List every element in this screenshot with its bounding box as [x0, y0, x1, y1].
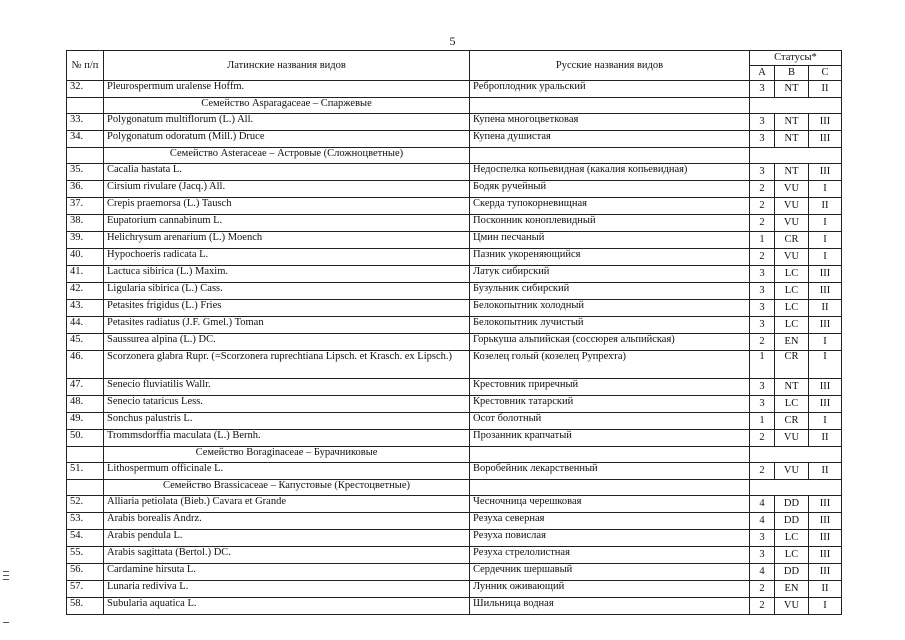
num-cell: 43. [67, 300, 104, 317]
status-c-cell: II [809, 463, 842, 480]
num-cell: 40. [67, 249, 104, 266]
status-b-cell: EN [775, 581, 809, 598]
status-c-cell: I [809, 181, 842, 198]
status-a-header: А [750, 66, 775, 81]
status-b-cell: VU [775, 598, 809, 615]
species-row [67, 300, 842, 317]
russian-name-cell: Сердечник шершавый [470, 564, 750, 581]
status-b-cell: EN [775, 334, 809, 351]
status-c-cell: I [809, 215, 842, 232]
status-b-cell: NT [775, 379, 809, 396]
table-body [67, 81, 842, 615]
russian-name-cell: Шильница водная [470, 598, 750, 615]
status-b-cell: VU [775, 215, 809, 232]
num-cell: 41. [67, 266, 104, 283]
status-a-cell: 3 [750, 379, 775, 396]
species-row [67, 266, 842, 283]
status-a-cell: 3 [750, 164, 775, 181]
russian-name-cell: Резуха повислая [470, 530, 750, 547]
status-a-cell: 3 [750, 81, 775, 98]
status-a-cell: 1 [750, 232, 775, 249]
russian-name-cell: Резуха северная [470, 513, 750, 530]
family-name: Семейство Asparagaceae – Спаржевые [201, 98, 372, 109]
num-cell: 55. [67, 547, 104, 564]
species-row [67, 81, 842, 98]
status-a-cell: 4 [750, 564, 775, 581]
latin-name-cell: Alliaria petiolata (Bieb.) Cavara et Grande [104, 496, 470, 513]
species-row [67, 530, 842, 547]
status-a-cell: 1 [750, 351, 775, 379]
status-a-cell: 2 [750, 463, 775, 480]
species-row [67, 496, 842, 513]
status-c-cell: II [809, 198, 842, 215]
latin-name-cell: Scorzonera glabra Rupr. (=Scorzonera ruprechtiana Lipsch. et Krasch. ex Lipsch.) [104, 351, 470, 379]
latin-name-cell: Sonchus palustris L. [104, 413, 470, 430]
latin-name-cell: Pleurospermum uralense Hoffm. [104, 81, 470, 98]
status-b-cell: VU [775, 430, 809, 447]
family-status-cell [750, 98, 842, 114]
latin-name-cell: Ligularia sibirica (L.) Cass. [104, 283, 470, 300]
latin-name-cell: Hypochoeris radicata L. [104, 249, 470, 266]
num-cell: 37. [67, 198, 104, 215]
page-number: 5 [449, 34, 456, 48]
russian-name-cell: Белокопытник лучистый [470, 317, 750, 334]
status-b-cell: CR [775, 351, 809, 379]
status-b-cell: VU [775, 463, 809, 480]
russian-name-cell: Прозанник крапчатый [470, 430, 750, 447]
status-a-cell: 3 [750, 114, 775, 131]
latin-name-cell: Petasites frigidus (L.) Fries [104, 300, 470, 317]
status-c-cell: I [809, 334, 842, 351]
family-row [67, 148, 842, 164]
num-cell: 36. [67, 181, 104, 198]
family-russian-cell [470, 480, 750, 496]
margin-mark [3, 575, 9, 576]
status-b-cell: LC [775, 300, 809, 317]
russian-name-cell: Посконник коноплевидный [470, 215, 750, 232]
status-c-cell: III [809, 266, 842, 283]
latin-header: Латинские названия видов [104, 51, 470, 81]
status-c-cell: III [809, 547, 842, 564]
status-c-cell: II [809, 81, 842, 98]
status-b-cell: DD [775, 496, 809, 513]
family-name-cell [104, 148, 470, 164]
num-cell: 45. [67, 334, 104, 351]
status-a-cell: 2 [750, 249, 775, 266]
status-a-cell: 3 [750, 547, 775, 564]
species-row [67, 463, 842, 480]
family-name: Семейство Asteraceae – Астровые (Сложноцветные) [169, 148, 404, 159]
russian-name-cell: Чесночница черешковая [470, 496, 750, 513]
family-name-cell [104, 480, 470, 496]
russian-name-cell: Цмин песчаный [470, 232, 750, 249]
status-b-cell: VU [775, 198, 809, 215]
status-c-cell: III [809, 131, 842, 148]
latin-name-cell: Arabis sagittata (Bertol.) DC. [104, 547, 470, 564]
num-cell: 39. [67, 232, 104, 249]
num-cell: 56. [67, 564, 104, 581]
num-cell: 32. [67, 81, 104, 98]
num-cell: 52. [67, 496, 104, 513]
status-a-cell: 1 [750, 413, 775, 430]
status-b-cell: LC [775, 317, 809, 334]
statuses-header: Статусы* [750, 51, 842, 66]
family-num-cell [67, 148, 104, 164]
russian-name-cell: Осот болотный [470, 413, 750, 430]
num-cell: 47. [67, 379, 104, 396]
status-a-cell: 3 [750, 131, 775, 148]
margin-mark [3, 622, 9, 623]
status-a-cell: 2 [750, 198, 775, 215]
species-row [67, 181, 842, 198]
species-row [67, 513, 842, 530]
family-name-cell [104, 98, 470, 114]
family-name: Семейство Boraginaceae – Бурачниковые [195, 447, 378, 458]
family-russian-cell [470, 98, 750, 114]
species-table [66, 50, 842, 615]
russian-name-cell: Крестовник приречный [470, 379, 750, 396]
species-row [67, 249, 842, 266]
num-cell: 58. [67, 598, 104, 615]
status-c-cell: I [809, 598, 842, 615]
status-b-cell: DD [775, 513, 809, 530]
family-status-cell [750, 447, 842, 463]
family-russian-cell [470, 447, 750, 463]
status-c-cell: II [809, 581, 842, 598]
latin-name-cell: Polygonatum odoratum (Mill.) Druce [104, 131, 470, 148]
num-cell: 44. [67, 317, 104, 334]
species-row [67, 198, 842, 215]
status-c-cell: III [809, 114, 842, 131]
status-b-cell: LC [775, 266, 809, 283]
status-a-cell: 2 [750, 181, 775, 198]
status-a-cell: 4 [750, 496, 775, 513]
species-row [67, 114, 842, 131]
num-cell: 34. [67, 131, 104, 148]
status-c-cell: I [809, 351, 842, 379]
latin-name-cell: Cardamine hirsuta L. [104, 564, 470, 581]
family-name: Семейство Brassicaceae – Капустовые (Крестоцветные) [163, 480, 410, 491]
num-cell: 57. [67, 581, 104, 598]
status-b-cell: CR [775, 232, 809, 249]
status-a-cell: 3 [750, 283, 775, 300]
status-b-header: В [775, 66, 809, 81]
latin-name-cell: Lithospermum officinale L. [104, 463, 470, 480]
russian-name-cell: Скерда тупокорневищная [470, 198, 750, 215]
latin-name-cell: Subularia aquatica L. [104, 598, 470, 615]
status-c-cell: III [809, 496, 842, 513]
species-row [67, 283, 842, 300]
latin-name-cell: Trommsdorffia maculata (L.) Bernh. [104, 430, 470, 447]
russian-name-cell: Реброплодник уральский [470, 81, 750, 98]
status-b-cell: NT [775, 164, 809, 181]
status-a-cell: 2 [750, 334, 775, 351]
num-cell: 49. [67, 413, 104, 430]
latin-name-cell: Arabis pendula L. [104, 530, 470, 547]
species-row [67, 396, 842, 413]
num-cell: 48. [67, 396, 104, 413]
status-c-cell: II [809, 300, 842, 317]
family-russian-cell [470, 148, 750, 164]
family-status-cell [750, 480, 842, 496]
family-row [67, 98, 842, 114]
russian-name-cell: Козелец голый (козелец Рупрехта) [470, 351, 750, 379]
status-a-cell: 3 [750, 300, 775, 317]
status-a-cell: 2 [750, 598, 775, 615]
status-c-cell: III [809, 513, 842, 530]
status-a-cell: 4 [750, 513, 775, 530]
russian-name-cell: Недоспелка копьевидная (какалия копьевидная) [470, 164, 750, 181]
latin-name-cell: Polygonatum multiflorum (L.) All. [104, 114, 470, 131]
status-b-cell: NT [775, 81, 809, 98]
species-row [67, 413, 842, 430]
status-c-cell: III [809, 317, 842, 334]
status-c-cell: III [809, 564, 842, 581]
status-b-cell: LC [775, 530, 809, 547]
latin-name-cell: Lunaria rediviva L. [104, 581, 470, 598]
family-status-cell [750, 148, 842, 164]
status-c-cell: II [809, 430, 842, 447]
family-name-cell [104, 447, 470, 463]
latin-name-cell: Petasites radiatus (J.F. Gmel.) Toman [104, 317, 470, 334]
status-a-cell: 2 [750, 430, 775, 447]
status-b-cell: LC [775, 396, 809, 413]
status-c-cell: I [809, 232, 842, 249]
russian-name-cell: Латук сибирский [470, 266, 750, 283]
num-cell: 35. [67, 164, 104, 181]
num-cell: 51. [67, 463, 104, 480]
status-c-cell: III [809, 396, 842, 413]
num-cell: 46. [67, 351, 104, 379]
status-b-cell: VU [775, 249, 809, 266]
latin-name-cell: Lactuca sibirica (L.) Maxim. [104, 266, 470, 283]
family-row [67, 447, 842, 463]
status-b-cell: LC [775, 547, 809, 564]
status-a-cell: 3 [750, 266, 775, 283]
status-a-cell: 3 [750, 396, 775, 413]
status-c-cell: I [809, 249, 842, 266]
status-c-header: С [809, 66, 842, 81]
margin-mark [3, 579, 9, 580]
russian-name-cell: Лунник оживающий [470, 581, 750, 598]
russian-name-cell: Купена душистая [470, 131, 750, 148]
num-cell: 42. [67, 283, 104, 300]
status-b-cell: VU [775, 181, 809, 198]
species-row [67, 164, 842, 181]
family-num-cell [67, 447, 104, 463]
russian-name-cell: Бузульник сибирский [470, 283, 750, 300]
num-cell: 50. [67, 430, 104, 447]
latin-name-cell: Arabis borealis Andrz. [104, 513, 470, 530]
species-row [67, 131, 842, 148]
num-cell: 53. [67, 513, 104, 530]
species-row [67, 581, 842, 598]
num-cell: 54. [67, 530, 104, 547]
status-a-cell: 3 [750, 317, 775, 334]
species-row [67, 564, 842, 581]
num-header: № п/п [67, 51, 104, 81]
russian-header: Русские названия видов [470, 51, 750, 81]
latin-name-cell: Cirsium rivulare (Jacq.) All. [104, 181, 470, 198]
family-num-cell [67, 480, 104, 496]
russian-name-cell: Горькуша альпийская (соссюрея альпийская) [470, 334, 750, 351]
family-num-cell [67, 98, 104, 114]
russian-name-cell: Пазник укореняющийся [470, 249, 750, 266]
margin-mark [3, 571, 9, 572]
status-a-cell: 2 [750, 581, 775, 598]
species-row [67, 547, 842, 564]
family-row [67, 480, 842, 496]
latin-name-cell: Crepis praemorsa (L.) Tausch [104, 198, 470, 215]
latin-name-cell: Senecio tataricus Less. [104, 396, 470, 413]
status-b-cell: DD [775, 564, 809, 581]
status-b-cell: NT [775, 131, 809, 148]
russian-name-cell: Воробейник лекарственный [470, 463, 750, 480]
species-row [67, 351, 842, 379]
status-c-cell: III [809, 164, 842, 181]
status-c-cell: III [809, 379, 842, 396]
russian-name-cell: Крестовник татарский [470, 396, 750, 413]
status-a-cell: 3 [750, 530, 775, 547]
table-header [67, 51, 842, 81]
species-row [67, 215, 842, 232]
latin-name-cell: Senecio fluviatilis Wallr. [104, 379, 470, 396]
status-c-cell: III [809, 283, 842, 300]
latin-name-cell: Eupatorium cannabinum L. [104, 215, 470, 232]
russian-name-cell: Резуха стрелолистная [470, 547, 750, 564]
russian-name-cell: Белокопытник холодный [470, 300, 750, 317]
species-row [67, 430, 842, 447]
russian-name-cell: Бодяк ручейный [470, 181, 750, 198]
species-row [67, 598, 842, 615]
latin-name-cell: Helichrysum arenarium (L.) Moench [104, 232, 470, 249]
species-row [67, 334, 842, 351]
status-b-cell: LC [775, 283, 809, 300]
species-row [67, 317, 842, 334]
species-row [67, 232, 842, 249]
species-row [67, 379, 842, 396]
status-c-cell: III [809, 530, 842, 547]
status-a-cell: 2 [750, 215, 775, 232]
latin-name-cell: Cacalia hastata L. [104, 164, 470, 181]
num-cell: 38. [67, 215, 104, 232]
latin-name-cell: Saussurea alpina (L.) DC. [104, 334, 470, 351]
status-b-cell: CR [775, 413, 809, 430]
status-b-cell: NT [775, 114, 809, 131]
russian-name-cell: Купена многоцветковая [470, 114, 750, 131]
num-cell: 33. [67, 114, 104, 131]
status-c-cell: I [809, 413, 842, 430]
